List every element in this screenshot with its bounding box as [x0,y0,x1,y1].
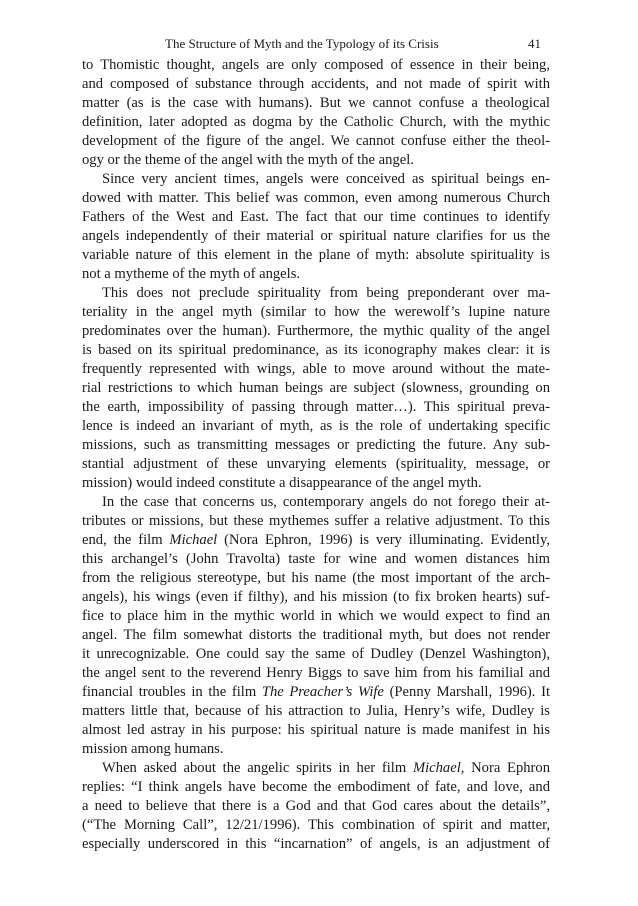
running-head: The Structure of Myth and the Typology of its Crisis [165,36,439,51]
text-line: matter (as is the case with humans). But we cannot confuse a theological [82,95,550,111]
text-line: angels independently of their material or spiritual nature clarifies for us the [82,228,550,244]
body-text [82,56,550,854]
text-line: (“The Morning Call”, 12/21/1996). This combination of spirit and matter, [82,817,550,833]
text-line: teriality in the angel myth (similar to how the werewolf’s lupine nature [82,304,550,320]
text-line: variable nature of this element in the plane of myth: absolute spirituality is [82,247,550,263]
text-line: This does not preclude spirituality from being preponderant over ma- [102,285,550,301]
text-line: this archangel’s (John Travolta) taste for wine and women distances him [82,551,550,567]
text-line: from the religious stereotype, but his name (the most important of the arch- [82,570,550,586]
text-line: lence is indeed an invariant of myth, as is the role of undertaking specific [82,418,550,434]
text-line: replies: “I think angels have become the embodiment of fate, and love, and [82,779,550,795]
text-line: When asked about the angelic spirits in her film Michael, Nora Ephron [102,760,550,776]
text-line: stantial adjustment of these unvarying elements (spirituality, message, or [82,456,550,472]
text-line: the earth, impossibility of passing through matter…). This spiritual preva- [82,399,550,415]
text-line: is based on its spiritual predominance, as its iconography makes clear: it is [82,342,550,358]
text-line: especially underscored in this “incarnation” of angels, is an adjustment of [82,836,550,852]
text-line: Since very ancient times, angels were conceived as spiritual beings en- [102,171,550,187]
text-line: the angel sent to the reverend Henry Biggs to save him from his familial and [82,665,550,681]
text-line: a need to believe that there is a God and that God cares about the details”, [82,798,550,814]
text-line: fice to place him in the mythic world in which we would expect to find an [82,608,550,624]
text-line: angel. The film somewhat distorts the traditional myth, but does not render [82,627,550,643]
text-line: rial restrictions to which human beings are subject (slowness, grounding on [82,380,550,396]
text-line: financial troubles in the film The Preacher’s Wife (Penny Marshall, 1996). It [82,684,550,700]
text-line: not a mytheme of the myth of angels. [82,266,301,282]
text-line: missions, such as transmitting messages or predicting the future. Any sub- [82,437,550,453]
text-line: angels), his wings (even if filthy), and his mission (to fix broken hearts) suf- [82,589,550,605]
text-line: almost led astray in his purpose: his spiritual nature is made manifest in his [82,722,550,738]
text-line: Fathers of the West and East. The fact that our time continues to identify [82,209,550,225]
text-line: mission among humans. [82,741,224,757]
text-line: predominates over the human). Furthermore, the mythic quality of the angel [82,323,550,339]
text-line: it unrecognizable. One could say the same of Dudley (Denzel Washington), [82,646,550,662]
text-line: definition, later adopted as dogma by the Catholic Church, with the mythic [82,114,550,130]
page-number: 41 [528,36,541,51]
text-line: In the case that concerns us, contemporary angels do not forego their at- [102,494,550,510]
text-line: mission) would indeed constitute a disappearance of the angel myth. [82,475,482,491]
text-line: tributes or missions, but these mythemes suffer a relative adjustment. To this [82,513,550,529]
text-line: to Thomistic thought, angels are only composed of essence in their being, [82,57,550,73]
text-line: end, the film Michael (Nora Ephron, 1996) is very illuminating. Evidently, [82,532,550,548]
text-line: ogy or the theme of the angel with the myth of the angel. [82,152,414,168]
text-line: and composed of substance through accidents, and not made of spirit with [82,76,550,92]
text-line: matters little that, because of his attraction to Julia, Henry’s wife, Dudley is [82,703,550,719]
text-line: development of the figure of the angel. We cannot confuse either the theol- [82,133,550,149]
text-line: dowed with matter. This belief was common, even among numerous Church [82,190,550,206]
text-line: frequently represented with wings, able to move around without the mate- [82,361,550,377]
